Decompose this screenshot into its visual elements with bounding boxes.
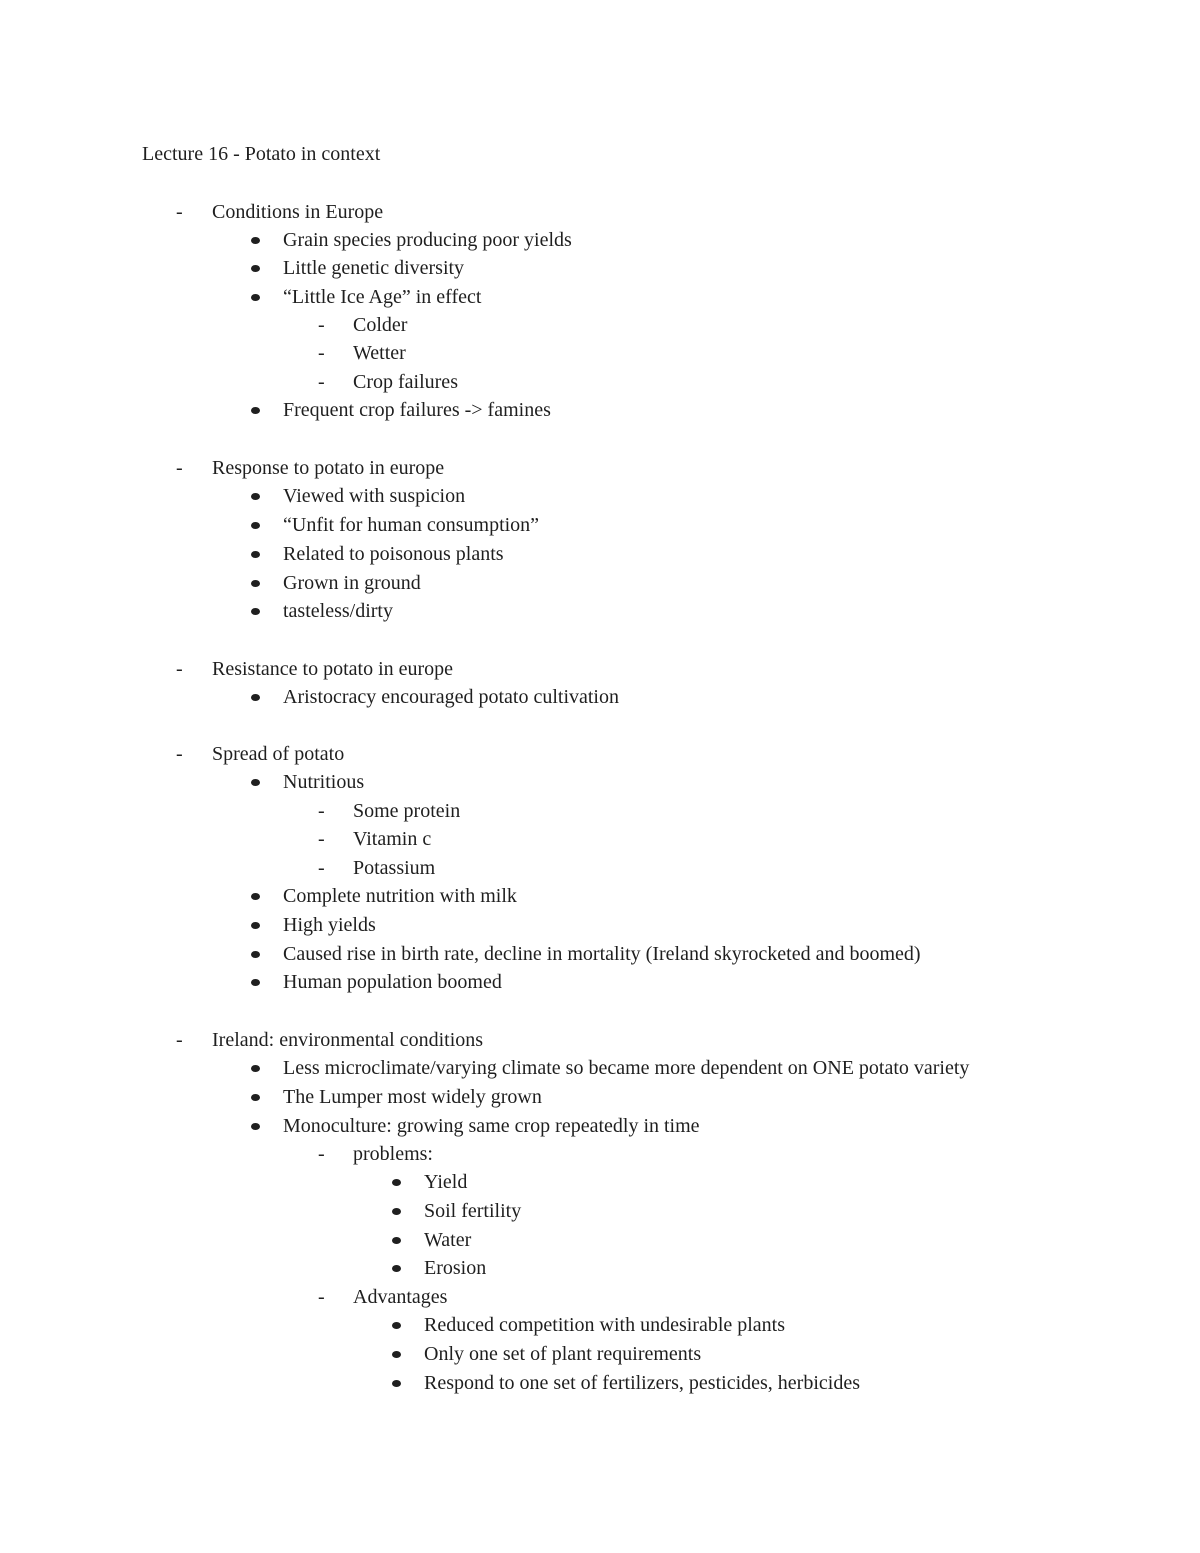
- list-item: Monoculture: growing same crop repeatedly in time: [283, 1115, 700, 1137]
- bullet-dot: [251, 1094, 260, 1101]
- list-item: “Unfit for human consumption”: [283, 514, 540, 536]
- list-item: Human population boomed: [283, 971, 502, 993]
- sub-item: Advantages: [353, 1286, 448, 1308]
- bullet-dot: [392, 1351, 401, 1358]
- bullet-dot: [251, 522, 260, 529]
- bullet-dot: [251, 979, 260, 986]
- dash-marker: -: [176, 201, 183, 223]
- bullet-dot: [251, 893, 260, 900]
- list-item: Grown in ground: [283, 572, 421, 594]
- bullet-dot: [251, 608, 260, 615]
- list-item: tasteless/dirty: [283, 600, 393, 622]
- list-item: Complete nutrition with milk: [283, 885, 517, 907]
- dash-marker: -: [318, 800, 325, 822]
- bullet-dot: [251, 551, 260, 558]
- bullet-dot: [392, 1265, 401, 1272]
- bullet-dot: [251, 265, 260, 272]
- bullet-dot: [251, 922, 260, 929]
- list-item: Grain species producing poor yields: [283, 229, 572, 251]
- list-item: Nutritious: [283, 771, 365, 793]
- section-heading: Conditions in Europe: [212, 201, 384, 223]
- sub-item: Crop failures: [353, 371, 458, 393]
- list-item: Related to poisonous plants: [283, 543, 504, 565]
- list-item: Little genetic diversity: [283, 257, 465, 279]
- bullet-dot: [392, 1237, 401, 1244]
- dash-marker: -: [176, 658, 183, 680]
- bullet-dot: [251, 237, 260, 244]
- sub-sub-item: Only one set of plant requirements: [424, 1343, 702, 1365]
- section-heading: Resistance to potato in europe: [212, 658, 454, 680]
- bullet-dot: [251, 294, 260, 301]
- sub-sub-item: Erosion: [424, 1257, 487, 1279]
- bullet-dot: [251, 951, 260, 958]
- section-heading: Ireland: environmental conditions: [212, 1029, 484, 1051]
- sub-sub-item: Water: [424, 1229, 472, 1251]
- sub-item: Some protein: [353, 800, 461, 822]
- dash-marker: -: [318, 857, 325, 879]
- list-item: Caused rise in birth rate, decline in mortality (Ireland skyrocketed and boomed): [283, 943, 921, 965]
- bullet-dot: [251, 493, 260, 500]
- sub-item: Potassium: [353, 857, 436, 879]
- sub-sub-item: Yield: [424, 1171, 468, 1193]
- bullet-dot: [392, 1179, 401, 1186]
- sub-item: problems:: [353, 1143, 433, 1165]
- dash-marker: -: [318, 828, 325, 850]
- section-heading: Response to potato in europe: [212, 457, 445, 479]
- bullet-dot: [251, 694, 260, 701]
- bullet-dot: [392, 1208, 401, 1215]
- list-item: The Lumper most widely grown: [283, 1086, 542, 1108]
- list-item: Viewed with suspicion: [283, 485, 466, 507]
- list-item: “Little Ice Age” in effect: [283, 286, 482, 308]
- bullet-dot: [392, 1322, 401, 1329]
- list-item: High yields: [283, 914, 376, 936]
- bullet-dot: [251, 407, 260, 414]
- dash-marker: -: [318, 371, 325, 393]
- dash-marker: -: [176, 457, 183, 479]
- sub-item: Vitamin c: [353, 828, 432, 850]
- bullet-dot: [251, 779, 260, 786]
- sub-sub-item: Respond to one set of fertilizers, pesticides, herbicides: [424, 1372, 860, 1394]
- document-title: Lecture 16 - Potato in context: [142, 143, 381, 165]
- dash-marker: -: [318, 342, 325, 364]
- dash-marker: -: [318, 314, 325, 336]
- bullet-dot: [251, 580, 260, 587]
- sub-sub-item: Soil fertility: [424, 1200, 522, 1222]
- bullet-dot: [251, 1065, 260, 1072]
- dash-marker: -: [176, 1029, 183, 1051]
- list-item: Aristocracy encouraged potato cultivation: [283, 686, 619, 708]
- sub-sub-item: Reduced competition with undesirable plants: [424, 1314, 786, 1336]
- sub-item: Colder: [353, 314, 408, 336]
- section-heading: Spread of potato: [212, 743, 345, 765]
- dash-marker: -: [176, 743, 183, 765]
- dash-marker: -: [318, 1143, 325, 1165]
- dash-marker: -: [318, 1286, 325, 1308]
- sub-item: Wetter: [353, 342, 406, 364]
- bullet-dot: [392, 1380, 401, 1387]
- bullet-dot: [251, 1123, 260, 1130]
- list-item: Frequent crop failures -> famines: [283, 399, 551, 421]
- list-item: Less microclimate/varying climate so became more dependent on ONE potato variety: [283, 1057, 970, 1079]
